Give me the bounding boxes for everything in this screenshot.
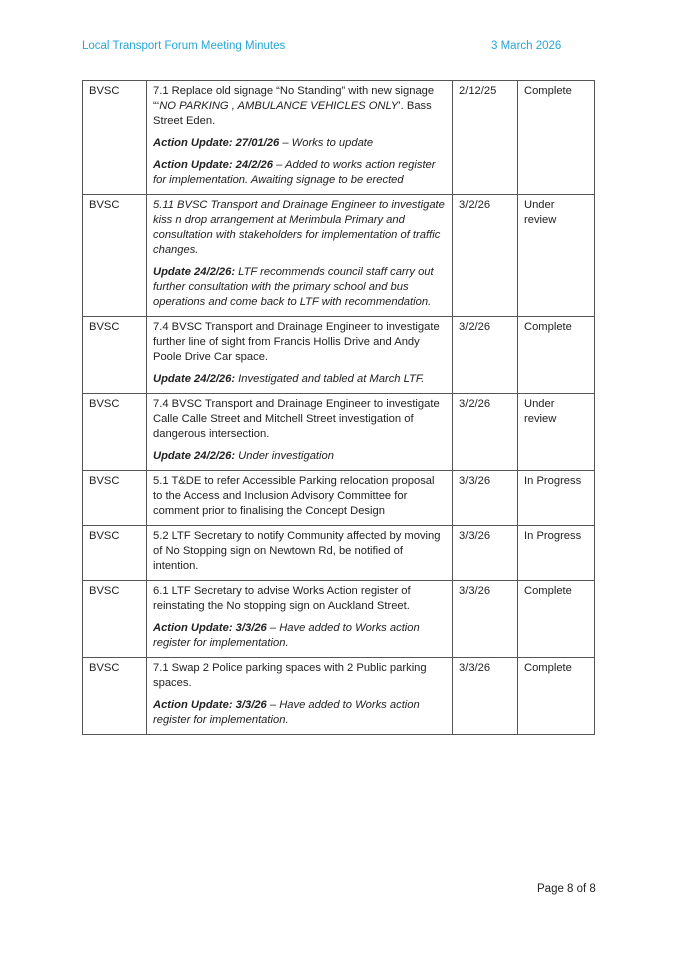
update-label: Update 24/2/26: — [153, 373, 236, 385]
update-label: Action Update: 24/2/26 — [153, 159, 273, 171]
item-text: 5.11 BVSC Transport and Drainage Engineer to investigate kiss n drop arrangement at Merimbula Primary and consultation with stakeholders for implementation of traffic changes. — [153, 199, 445, 256]
item-cell — [147, 81, 453, 195]
status-cell: In Progress — [518, 471, 595, 526]
status-cell: Under review — [518, 195, 595, 317]
item-text: 7.1 Swap 2 Police parking spaces with 2 Public parking spaces. — [153, 662, 427, 689]
org-cell: BVSC — [83, 317, 147, 394]
date-cell: 3/2/26 — [453, 394, 518, 471]
org-cell: BVSC — [83, 81, 147, 195]
item-cell — [147, 195, 453, 317]
date-cell: 3/3/26 — [453, 581, 518, 658]
item-cell — [147, 526, 453, 581]
item-text: 5.2 LTF Secretary to notify Community affected by moving of No Stopping sign on Newtown Rd, be notified of intention. — [153, 530, 441, 572]
status-cell: Complete — [518, 317, 595, 394]
date-cell: 3/2/26 — [453, 317, 518, 394]
update-text: – Works to update — [279, 137, 374, 149]
document-date: 3 March 2026 — [491, 40, 562, 52]
table-row — [83, 581, 595, 658]
item-text: 7.4 BVSC Transport and Drainage Engineer to investigate Calle Calle Street and Mitchell Street investigation of dangerous intersection. — [153, 398, 440, 440]
update-text: – Have added to Works action register for implementation. — [153, 699, 420, 726]
org-cell: BVSC — [83, 394, 147, 471]
status-cell: Complete — [518, 81, 595, 195]
table-row — [83, 526, 595, 581]
page-number: Page 8 of 8 — [537, 883, 596, 895]
org-cell: BVSC — [83, 581, 147, 658]
item-cell — [147, 581, 453, 658]
status-cell: Complete — [518, 658, 595, 735]
date-cell: 3/3/26 — [453, 471, 518, 526]
update-text: LTF recommends council staff carry out further consultation with the primary school and bus operations and come back to LTF with recommendation. — [153, 266, 434, 308]
date-cell: 3/3/26 — [453, 658, 518, 735]
item-text-tail: ’. Bass Street Eden. — [153, 100, 432, 127]
item-cell — [147, 317, 453, 394]
update-label: Action Update: 3/3/26 — [153, 699, 267, 711]
item-text: 6.1 LTF Secretary to advise Works Action register of reinstating the No stopping sign on Auckland Street. — [153, 585, 411, 612]
org-cell: BVSC — [83, 658, 147, 735]
update-label: Update 24/2/26: — [153, 266, 236, 278]
table-row — [83, 658, 595, 735]
table-row — [83, 81, 595, 195]
item-cell — [147, 471, 453, 526]
update-label: Update 24/2/26: — [153, 450, 236, 462]
table-row — [83, 317, 595, 394]
update-text: Under investigation — [235, 450, 334, 462]
document-title: Local Transport Forum Meeting Minutes — [82, 40, 286, 52]
date-cell: 3/3/26 — [453, 526, 518, 581]
status-cell: In Progress — [518, 526, 595, 581]
date-cell: 2/12/25 — [453, 81, 518, 195]
date-cell: 3/2/26 — [453, 195, 518, 317]
item-text: 7.4 BVSC Transport and Drainage Engineer to investigate further line of sight from Francis Hollis Drive and Andy Poole Drive Car space. — [153, 321, 440, 363]
org-cell: BVSC — [83, 471, 147, 526]
item-text-italic: NO PARKING , AMBULANCE VEHICLES ONLY — [159, 100, 399, 112]
update-text: Investigated and tabled at March LTF. — [235, 373, 425, 385]
org-cell: BVSC — [83, 526, 147, 581]
status-cell: Under review — [518, 394, 595, 471]
table-row — [83, 394, 595, 471]
item-cell — [147, 394, 453, 471]
action-table — [82, 80, 595, 735]
update-label: Action Update: 3/3/26 — [153, 622, 267, 634]
item-cell — [147, 658, 453, 735]
update-text: – Added to works action register for implementation. Awaiting signage to be erected — [153, 159, 436, 186]
update-label: Action Update: 27/01/26 — [153, 137, 280, 149]
status-cell: Complete — [518, 581, 595, 658]
org-cell: BVSC — [83, 195, 147, 317]
update-text: – Have added to Works action register for implementation. — [153, 622, 420, 649]
table-row — [83, 195, 595, 317]
item-text: 5.1 T&DE to refer Accessible Parking relocation proposal to the Access and Inclusion Advisory Committee for comment prior to finalising the Concept Design — [153, 475, 435, 517]
item-text: 7.1 Replace old signage “No Standing” with new signage “‘ — [153, 85, 435, 112]
table-row — [83, 471, 595, 526]
